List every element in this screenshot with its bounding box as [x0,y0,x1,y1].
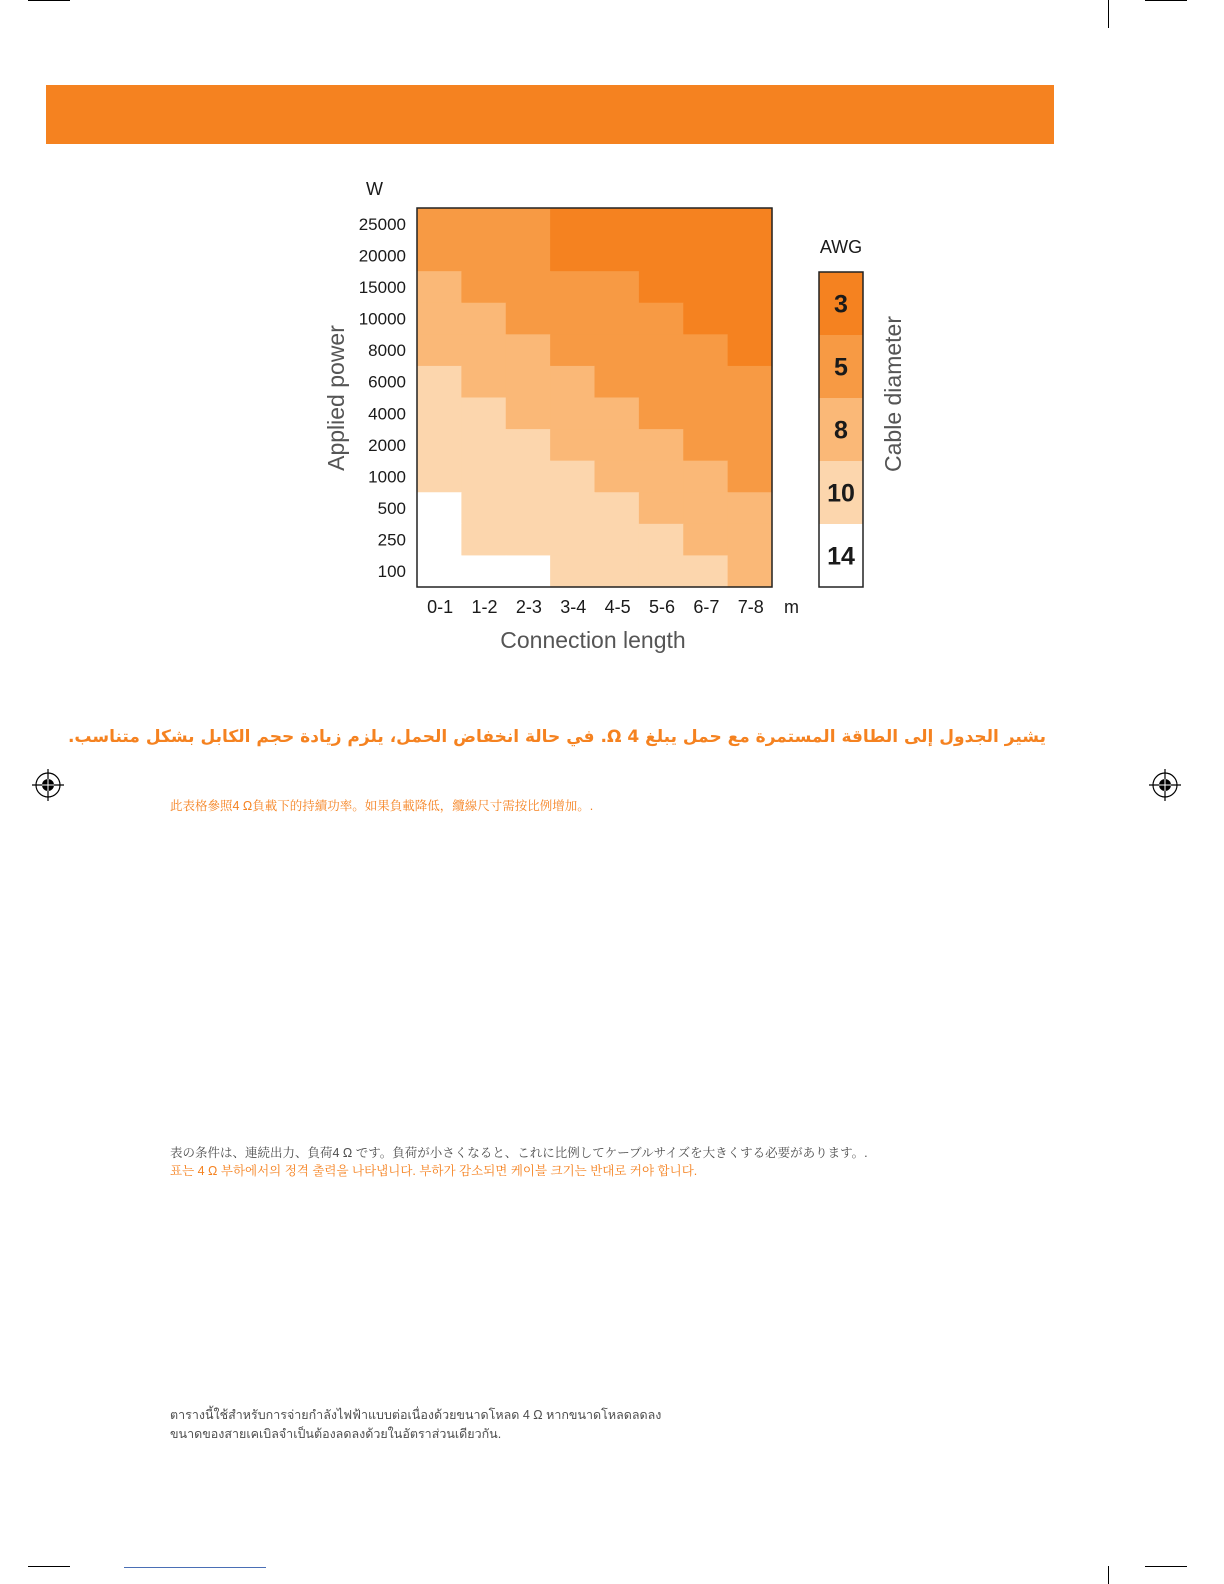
legend-side-label: Cable diameter [880,316,906,472]
heatmap-cell [506,366,551,398]
y-tick-label: 500 [377,499,406,519]
heatmap-cell [417,208,462,240]
heatmap-cell [461,555,506,587]
heatmap-cell [639,303,684,335]
legend-label: 5 [834,353,848,382]
heatmap-cell [728,398,773,430]
x-tick-label: 0-1 [427,597,454,617]
heatmap-cell [639,271,684,303]
heatmap-cell [417,271,462,303]
y-tick-label: 250 [377,530,406,550]
heatmap-cell [506,240,551,272]
crosshair-registration-icon [1149,769,1181,801]
note-japanese: 表の条件は、連続出力、負荷4 Ω です。負荷が小さくなると、これに比例してケーブルサイズを大きくする必要があります。. [170,1146,868,1160]
heatmap-cell [639,334,684,366]
x-tick-label: 1-2 [471,597,498,617]
note-arabic: يشير الجدول إلى الطاقة المستمرة مع حمل يبلغ 4 Ω. في حالة انخفاض الحمل، يلزم زيادة حجم الكابل بشكل متناسب. [67,727,1046,747]
heatmap-cell [417,461,462,493]
heatmap-cell [417,334,462,366]
heatmap-cell [461,461,506,493]
heatmap-cell [728,240,773,272]
heatmap-cell [550,429,595,461]
note-chinese: 此表格參照4 Ω負載下的持續功率。如果負載降低，纜線尺寸需按比例增加。. [170,799,594,813]
heatmap-cell [595,555,640,587]
x-axis-title: Connection length [500,627,686,653]
heatmap-cell [595,240,640,272]
y-tick-label: 6000 [368,372,406,392]
heatmap-cell [683,240,728,272]
heatmap-cell [461,366,506,398]
heatmap-cell [683,555,728,587]
heatmap-cell [461,271,506,303]
heatmap-cell [550,303,595,335]
heatmap-cell [550,461,595,493]
heatmap-cell [550,271,595,303]
heatmap-cell [728,524,773,556]
y-axis-title: Applied power [323,325,349,471]
heatmap-cell [639,555,684,587]
heatmap-cell [461,398,506,430]
legend-label: 3 [834,290,848,319]
heatmap-cell [417,429,462,461]
heatmap-cell [417,366,462,398]
crop-mark-bottom-vertical [1108,1566,1109,1584]
y-tick-label: 8000 [368,341,406,361]
heatmap-cell [683,492,728,524]
heatmap-cell [417,303,462,335]
heatmap-cell [461,492,506,524]
x-tick-label: 2-3 [515,597,542,617]
heatmap-cell [683,398,728,430]
heatmap-cell [506,334,551,366]
x-tick-label: 3-4 [560,597,587,617]
heatmap-cell [550,208,595,240]
heatmap-cell [595,334,640,366]
heatmap-cell [595,271,640,303]
heatmap-cell [417,398,462,430]
y-tick-label: 100 [377,562,406,582]
y-tick-labels [359,215,406,581]
heatmap-cell [639,461,684,493]
crop-mark-bottom-right [1145,1566,1187,1567]
heatmap-cell [550,555,595,587]
heatmap-cell [550,492,595,524]
x-tick-label: 7-8 [737,597,764,617]
note-thai-line2: ขนาดของสายเคเบิลจำเป็นต้องลดลงด้วยในอัตราส่วนเดียวกัน. [170,1427,502,1441]
crop-mark-bottom-left [28,1566,70,1567]
legend-title: AWG [819,237,863,257]
awg-legend [819,272,863,587]
heatmap-cell [595,524,640,556]
heatmap-cell [683,303,728,335]
heatmap-cell [683,208,728,240]
heatmap-cell [728,208,773,240]
heatmap-cell [595,366,640,398]
cable-size-chart [0,0,1224,680]
heatmap-cell [506,271,551,303]
footer-line [124,1567,266,1568]
y-tick-label: 10000 [358,309,406,329]
heatmap-cell [639,208,684,240]
heatmap-cell [683,271,728,303]
x-tick-labels [427,597,764,617]
heatmap-cell [595,303,640,335]
heatmap-cell [595,461,640,493]
note-thai-line1: ตารางนี้ใช้สำหรับการจ่ายกำลังไฟฟ้าแบบต่อเนื่องด้วยขนาดโหลด 4 Ω หากขนาดโหลดลดลง [170,1408,662,1422]
heatmap-cell [550,240,595,272]
heatmap-cell [639,429,684,461]
heatmap-cell [506,398,551,430]
heatmap-cell [639,492,684,524]
heatmap-cell [728,271,773,303]
heatmap-cell [728,461,773,493]
note-korean: 표는 4 Ω 부하에서의 정격 출력을 나타냅니다. 부하가 감소되면 케이블 크기는 반대로 커야 합니다. [170,1164,698,1178]
x-tick-label: 5-6 [649,597,676,617]
y-unit-label: W [366,179,383,199]
y-tick-label: 2000 [368,435,406,455]
heatmap-cell [728,366,773,398]
heatmap-cell [417,524,462,556]
heatmap-cell [506,303,551,335]
x-tick-label: 6-7 [693,597,720,617]
heatmap-cell [506,208,551,240]
heatmap-cell [728,555,773,587]
heatmap-cell [639,366,684,398]
heatmap-cell [550,524,595,556]
heatmap-cell [728,303,773,335]
heatmap-cell [461,524,506,556]
heatmap-cell [506,492,551,524]
heatmap-cell [683,461,728,493]
heatmap-cell [595,398,640,430]
y-tick-label: 4000 [368,404,406,424]
y-tick-label: 20000 [358,246,406,266]
heatmap-cell [728,429,773,461]
heatmap-cell [683,524,728,556]
heatmap-cell [417,240,462,272]
x-unit-label: m [784,597,799,617]
heatmap-cell [683,366,728,398]
legend-label: 14 [827,542,855,571]
heatmap-cell [550,366,595,398]
heatmap-cell [461,303,506,335]
y-tick-label: 15000 [358,277,406,297]
crosshair-registration-icon [32,769,64,801]
heatmap-cell [506,461,551,493]
heatmap-cell [683,334,728,366]
heatmap-cell [550,334,595,366]
heatmap-cell [683,429,728,461]
heatmap-cell [639,524,684,556]
heatmap-cell [595,208,640,240]
heatmap-cell [728,492,773,524]
heatmap-cell [461,334,506,366]
heatmap-cell [506,524,551,556]
heatmap-cell [417,555,462,587]
heatmap-cell [728,334,773,366]
heatmap-cell [506,429,551,461]
heatmap-cell [639,398,684,430]
legend-label: 10 [827,479,855,508]
x-tick-label: 4-5 [604,597,631,617]
heatmap-cell [506,555,551,587]
heatmap-cell [417,492,462,524]
heatmap-cell [461,429,506,461]
y-tick-label: 25000 [358,214,406,234]
heatmap-cell [461,240,506,272]
y-tick-label: 1000 [368,467,406,487]
heatmap-cells [417,208,773,588]
heatmap-cell [639,240,684,272]
heatmap-cell [595,492,640,524]
heatmap-cell [461,208,506,240]
legend-label: 8 [834,416,848,445]
heatmap-cell [550,398,595,430]
heatmap-cell [595,429,640,461]
